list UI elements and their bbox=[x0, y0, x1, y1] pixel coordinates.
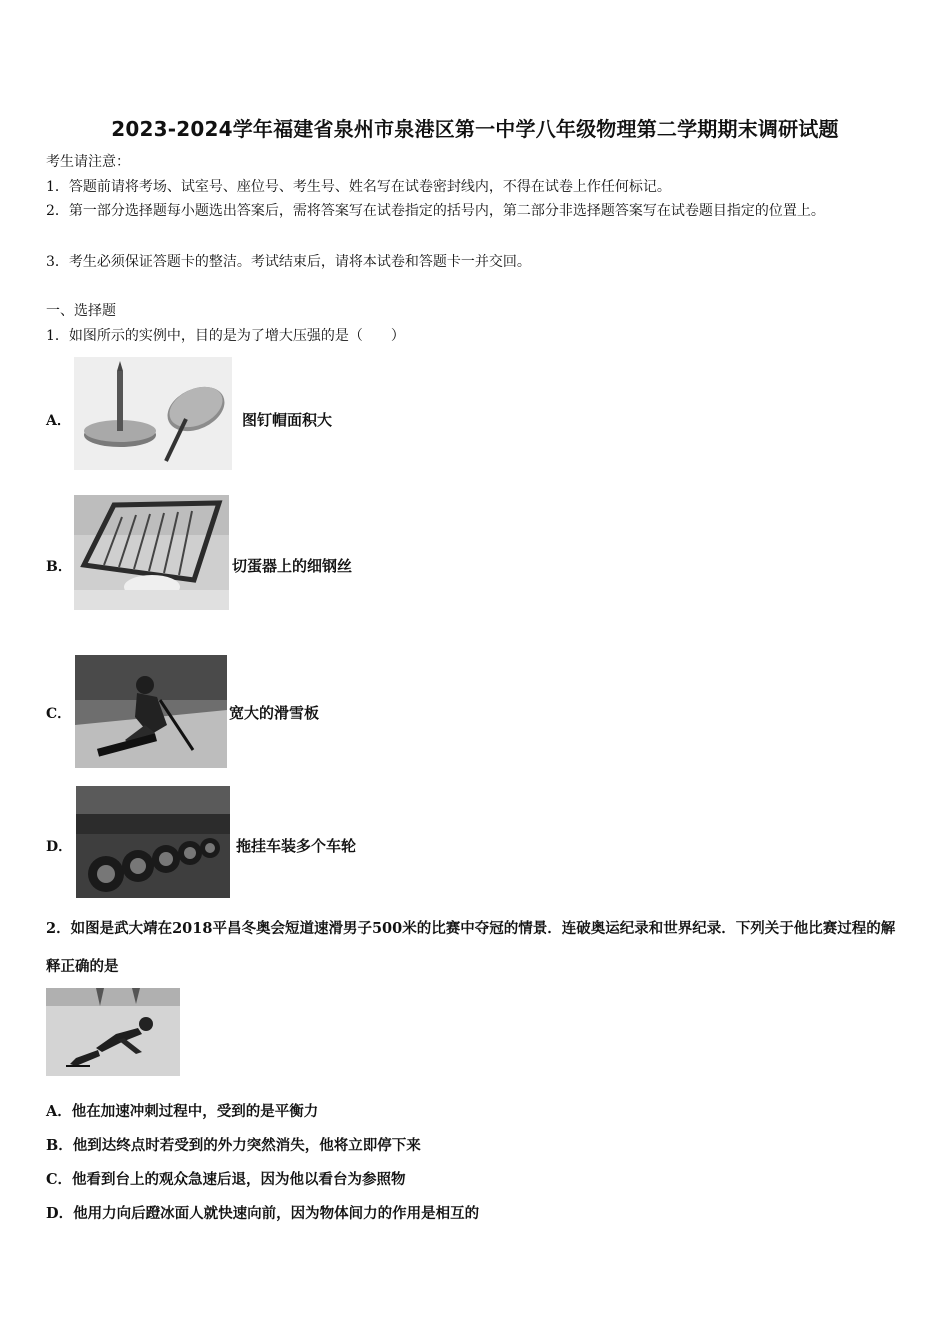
q1-option-b-text: 切蛋器上的细钢丝 bbox=[232, 557, 353, 575]
notice-heading: 考生请注意： bbox=[46, 154, 130, 170]
q2-answer-b: B．他到达终点时若受到的外力突然消失，他将立即停下来 bbox=[46, 1137, 421, 1154]
skier-image bbox=[75, 655, 227, 768]
trailer-wheels-image bbox=[76, 786, 230, 898]
q2-answer-d: D．他用力向后蹬冰面人就快速向前，因为物体间力的作用是相互的 bbox=[46, 1205, 480, 1222]
q1-option-d-letter: D． bbox=[46, 839, 73, 855]
page-title: 2023-2024学年福建省泉州市泉港区第一中学八年级物理第二学期期末调研试题 bbox=[111, 117, 839, 141]
q2-answer-c: C．他看到台上的观众急速后退，因为他以看台为参照物 bbox=[46, 1171, 406, 1188]
q1-stem: 1．如图所示的实例中，目的是为了增大压强的是（ ） bbox=[46, 328, 405, 344]
egg-slicer-image bbox=[74, 495, 229, 610]
q2-stem: 2．如图是武大靖在2018平昌冬奥会短道速滑男子500米的比赛中夺冠的情景．连破奥运纪录和世界纪录．下列关于他比赛过程的解释正确的是 bbox=[46, 920, 896, 975]
notice-item-3: 3．考生必须保证答题卡的整洁。考试结束后，请将本试卷和答题卡一并交回。 bbox=[46, 254, 531, 270]
q1-option-a-text: 图钉帽面积大 bbox=[242, 411, 333, 429]
thumbtack-image bbox=[74, 357, 232, 470]
q1-option-c-text: 宽大的滑雪板 bbox=[229, 704, 320, 722]
q1-option-c-letter: C． bbox=[46, 706, 72, 722]
speed-skater-image bbox=[46, 988, 180, 1076]
q1-option-b-letter: B． bbox=[46, 559, 72, 575]
q1-option-d-text: 拖挂车装多个车轮 bbox=[236, 837, 357, 855]
notice-item-2: 2．第一部分选择题每小题选出答案后，需将答案写在试卷指定的括号内，第二部分非选择题答案写在试卷题目指定的位置上。 bbox=[46, 203, 825, 219]
section-heading: 一、选择题 bbox=[46, 303, 116, 319]
q1-option-a-letter: A． bbox=[46, 413, 71, 429]
q2-answer-a: A．他在加速冲刺过程中，受到的是平衡力 bbox=[46, 1103, 319, 1120]
notice-item-1: 1．答题前请将考场、试室号、座位号、考生号、姓名写在试卷密封线内，不得在试卷上作任何标记。 bbox=[46, 179, 671, 195]
